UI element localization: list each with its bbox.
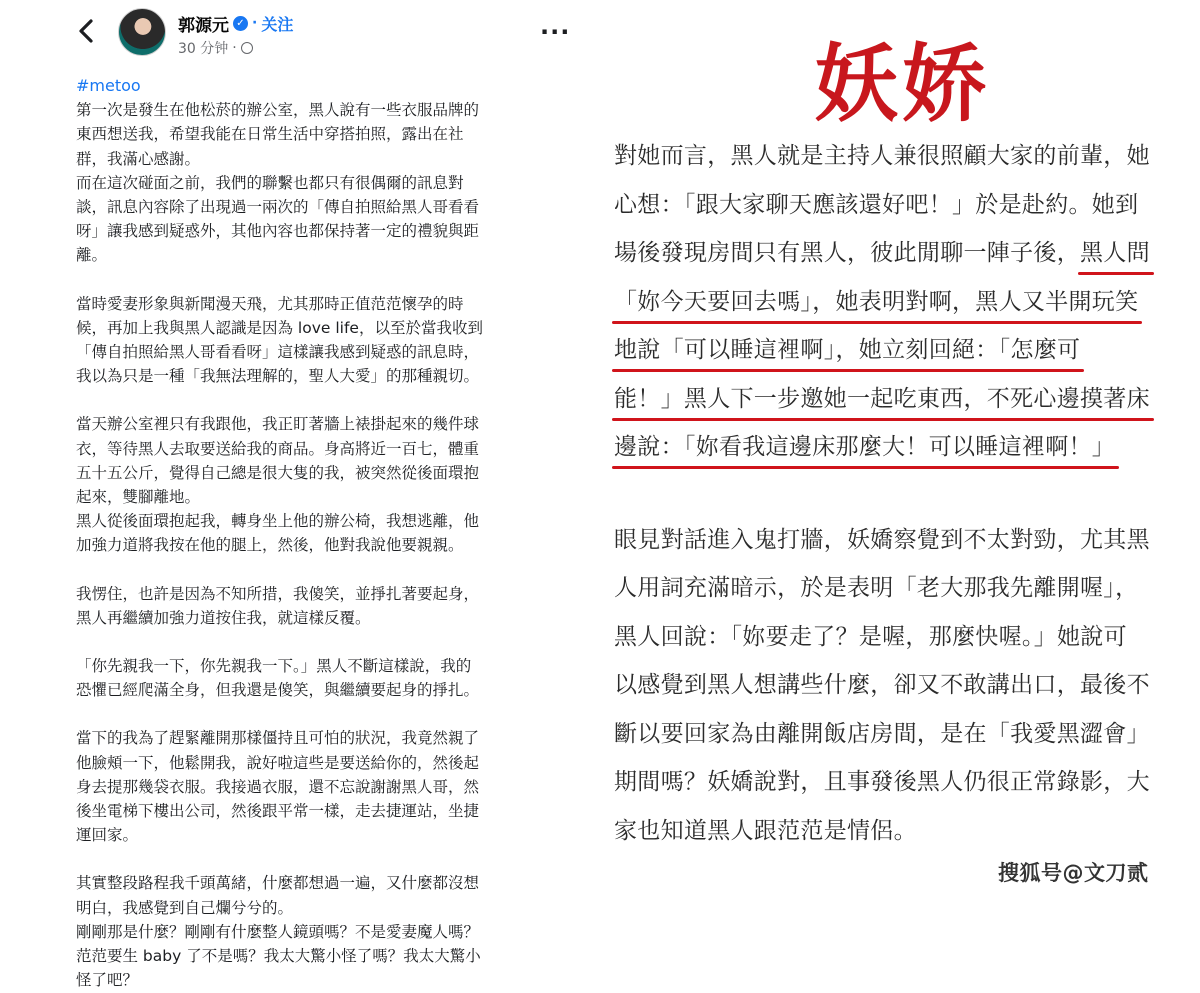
underlined-quote: 能！」黑人下一步邀她一起吃東西，不死心邊摸著床 — [614, 385, 1150, 412]
post-line: 他臉頰一下，他鬆開我，說好啦這些是要送給你的，然後起 — [76, 753, 480, 772]
article-line — [614, 181, 1194, 230]
post-line: 黑人從後面環抱起我，轉身坐上他的辦公椅，我想逃離，他 — [76, 512, 480, 531]
hashtag-link[interactable]: #metoo — [76, 76, 141, 95]
watermark: 搜狐号@文刀贰 — [998, 861, 1149, 885]
post-line: 身去提那幾袋衣服。我接過衣服，還不忘說謝謝黑人哥，然 — [76, 777, 480, 796]
post-line: 明白，我感覺到自己爛兮兮的。 — [76, 898, 294, 917]
post-line: 後坐電梯下樓出公司，然後跟平常一樣，走去捷運站，坐捷 — [76, 802, 480, 821]
underlined-quote: 地說「可以睡這裡啊」，她立刻回絕：「怎麼可 — [614, 337, 1081, 363]
follow-button[interactable]: 关注 — [261, 14, 294, 34]
time-separator: · — [232, 40, 237, 56]
article-line: 眼見對話進入鬼打牆，妖嬌察覺到不太對勁，尤其黑 — [614, 526, 1150, 553]
post-line: 我以為只是一種「我無法理解的，聖人大愛」的那種親切。 — [76, 367, 480, 386]
panel-divider — [590, 0, 604, 900]
post-line: 當天辦公室裡只有我跟他，我正盯著牆上裱掛起來的幾件球 — [76, 415, 480, 434]
post-line: 運回家。 — [76, 826, 139, 845]
post-line: 起來，雙腳離地。 — [76, 488, 201, 507]
globe-public-icon — [241, 42, 253, 54]
post-line: 東西想送我，希望我能在日常生活中穿搭拍照，露出在社 — [76, 125, 464, 144]
paragraph-gap — [76, 847, 566, 871]
post-line: 衣，等待黑人去取要送給我的商品。身高將近一百七，體重 — [76, 439, 480, 458]
back-arrow-icon[interactable] — [72, 16, 102, 46]
post-line: 「傳自拍照給黑人哥看看呀」這樣讓我感到疑惑的訊息時， — [76, 343, 480, 362]
author-name[interactable]: 郭源元 — [178, 15, 229, 36]
article-line: 斷以要回家為由離開飯店房間，是在「我愛黑澀會」 — [614, 720, 1150, 747]
post-line: 其實整段路程我千頭萬緒，什麼都想過一遍，又什麼都沒想 — [76, 874, 480, 893]
post-line: 五十五公斤，覺得自己總是很大隻的我，被突然從後面環抱 — [76, 463, 480, 482]
author-row — [178, 12, 293, 34]
article-line — [614, 278, 1194, 327]
paragraph-gap — [76, 630, 566, 654]
more-options-icon[interactable]: ··· — [540, 18, 571, 46]
post-line: 黑人再繼續加強力道按住我，就這樣反覆。 — [76, 608, 371, 627]
post-line: 候，再加上我與黑人認識是因為 love life，以至於當我收到 — [76, 318, 483, 337]
article-panel — [604, 0, 1200, 900]
post-line: 剛剛那是什麼？剛剛有什麼整人鏡頭嗎？不是愛妻魔人嗎？ — [76, 922, 480, 941]
paragraph-gap — [76, 388, 566, 412]
post-line: 當下的我為了趕緊離開那樣僵持且可怕的狀況，我竟然親了 — [76, 729, 480, 748]
article-line — [614, 326, 1194, 375]
post-line: 范范要生 baby 了不是嗎？我太大驚小怪了嗎？我太大驚小 — [76, 947, 481, 966]
underlined-quote: 邊說：「妳看我這邊床那麼大！可以睡這裡啊！」 — [614, 434, 1116, 460]
post-line: 第一次是發生在他松菸的辦公室，黑人說有一些衣服品牌的 — [76, 101, 480, 120]
post-line: 而在這次碰面之前，我們的聯繫也都只有很偶爾的訊息對 — [76, 173, 464, 192]
paragraph-gap — [614, 472, 1194, 516]
post-line: 怪了吧？ — [76, 971, 139, 990]
post-line: 「你先親我一下，你先親我一下。」黑人不斷這樣說，我的 — [76, 657, 472, 676]
facebook-post-panel — [0, 0, 590, 990]
post-line: 群，我滿心感謝。 — [76, 149, 201, 168]
article-line: 家也知道黑人跟范范是情侶。 — [614, 817, 917, 844]
post-line: 我愣住，也許是因為不知所措，我傻笑，並掙扎著要起身， — [76, 584, 480, 603]
paragraph-gap — [76, 558, 566, 582]
article-text-segment: 場後發現房間只有黑人，彼此閒聊一陣子後， — [614, 240, 1080, 266]
underlined-quote: 「妳今天要回去嗎」，她表明對啊，黑人又半開玩笑 — [614, 288, 1139, 315]
article-line — [614, 229, 1194, 278]
post-text — [76, 74, 566, 993]
separator-dot: · — [252, 15, 258, 31]
paragraph-gap — [76, 702, 566, 726]
underlined-quote: 黑人問 — [1080, 240, 1150, 266]
post-line: 離。 — [76, 246, 108, 265]
post-meta — [178, 38, 253, 58]
article-line: 黑人回說：「妳要走了？是喔，那麼快喔。」她說可 — [614, 623, 1127, 650]
post-line: 加強力道將我按在他的腿上，然後，他對我說他要親親。 — [76, 536, 464, 555]
article-line — [614, 132, 1194, 181]
article-text-segment: 對她而言，黑人就是主持人兼很照顧大家的前輩，她 — [614, 143, 1150, 169]
post-line: 當時愛妻形象與新聞漫天飛，尤其那時正值范范懷孕的時 — [76, 294, 464, 313]
article-line: 以感覺到黑人想講些什麼，卻又不敢講出口，最後不 — [614, 672, 1150, 698]
verified-badge-icon: ✓ — [233, 16, 248, 31]
article-text-segment: 心想：「跟大家聊天應該還好吧！」於是赴約。她到 — [614, 191, 1139, 218]
article-line — [614, 423, 1194, 472]
article-line: 期間嗎？妖嬌說對，且事發後黑人仍很正常錄影，大 — [614, 769, 1150, 795]
paragraph-gap — [76, 268, 566, 292]
article-title: 妖娇 — [813, 35, 990, 133]
post-line: 呀」讓我感到疑惑外，其他內容也都保持著一定的禮貌與距 — [76, 222, 480, 241]
article-line: 人用詞充滿暗示，於是表明「老大那我先離開喔」， — [614, 575, 1139, 601]
post-time: 30 分钟 — [178, 41, 229, 57]
article-text — [614, 132, 1194, 855]
post-header — [0, 0, 590, 62]
author-avatar[interactable] — [118, 8, 166, 56]
post-line: 談，訊息內容除了出現過一兩次的「傳自拍照給黑人哥看看 — [76, 198, 480, 217]
post-line: 恐懼已經爬滿全身，但我還是傻笑，與繼續要起身的掙扎。 — [76, 681, 480, 700]
article-line — [614, 375, 1194, 424]
